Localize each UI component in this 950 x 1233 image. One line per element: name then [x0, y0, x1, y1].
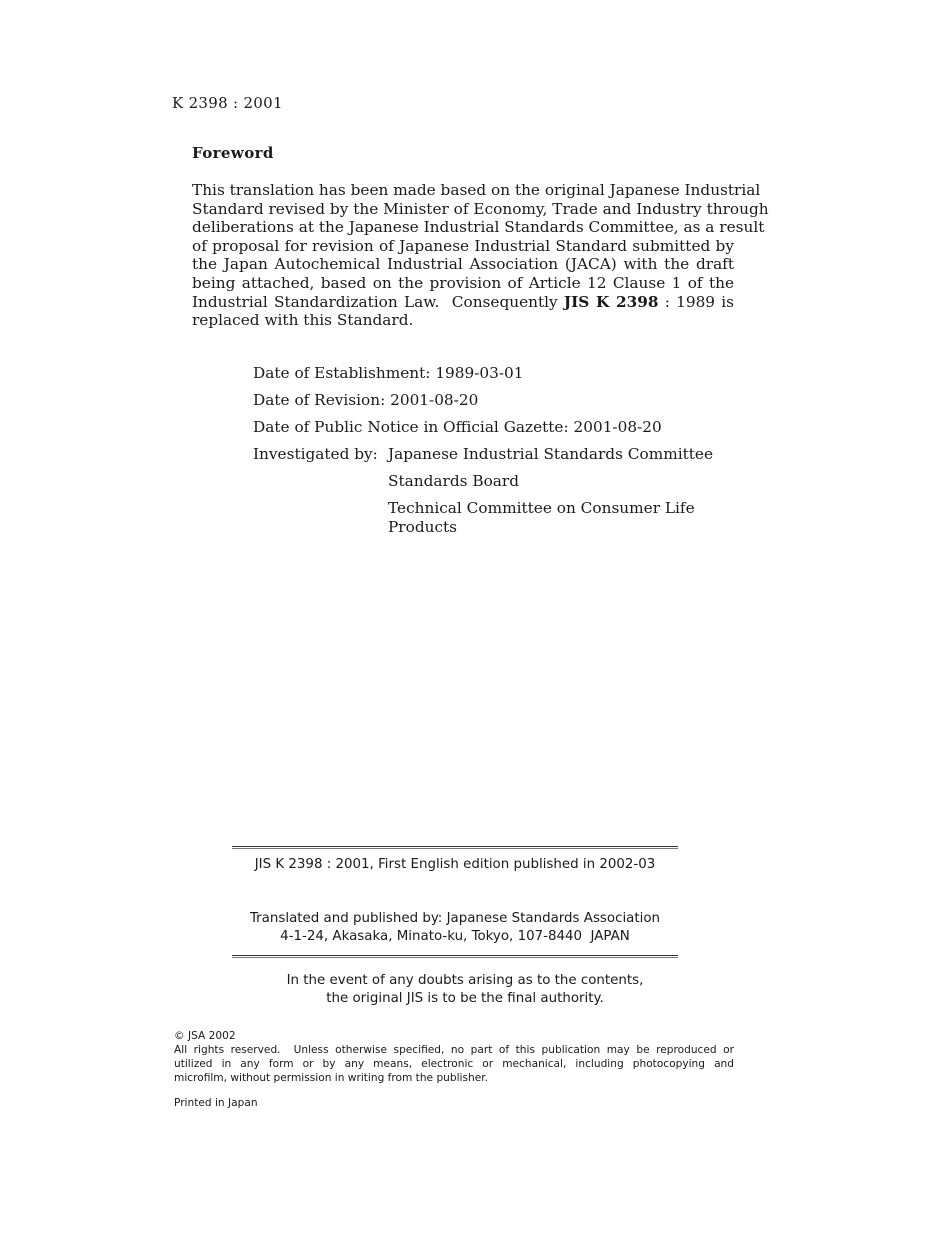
colophon-bottom-rule-inner	[232, 957, 678, 958]
publisher-name: Translated and published by: Japanese Standards Association	[249, 911, 661, 926]
authority-line: In the event of any doubts arising as to the contents,	[286, 973, 644, 988]
foreword-paragraph	[192, 181, 769, 330]
document-code: K 2398 : 2001	[172, 94, 283, 112]
dates-block	[253, 364, 713, 536]
foreword-text: : 1989 is	[658, 292, 734, 311]
publisher-block	[232, 910, 678, 946]
publisher-address: 4-1-24, Akasaka, Minato-ku, Tokyo, 107-8440 JAPAN	[280, 929, 630, 944]
colophon-bottom-rule	[232, 955, 678, 956]
colophon-top-rule	[232, 846, 678, 847]
investigated-technical-committee: Technical Committee on Consumer Life Products	[388, 499, 695, 536]
copyright-notice: © JSA 2002	[174, 1030, 236, 1042]
rights-line: microfilm, without permission in writing from the publisher.	[174, 1072, 488, 1084]
colophon-top-rule-inner	[232, 848, 678, 849]
investigated-committee: Japanese Industrial Standards Committee	[388, 445, 713, 463]
investigated-board: Standards Board	[388, 472, 520, 490]
rights-line: All rights reserved. Unless otherwise specified, no part of this publication may be reproduced or	[174, 1044, 734, 1056]
foreword-line-standard-ref	[192, 293, 734, 312]
authority-note	[232, 972, 698, 1008]
foreword-heading: Foreword	[192, 144, 274, 162]
foreword-line: This translation has been made based on the original Japanese Industrial	[192, 181, 761, 199]
foreword-text: Industrial Standardization Law. Consequently	[192, 292, 564, 311]
standard-reference: JIS K 2398	[563, 292, 659, 311]
rights-line: utilized in any form or by any means, electronic or mechanical, including photocopying and	[174, 1058, 734, 1070]
foreword-line: the Japan Autochemical Industrial Association (JACA) with the draft	[192, 255, 734, 274]
date-establishment: Date of Establishment: 1989-03-01	[253, 364, 524, 382]
foreword-line: of proposal for revision of Japanese Industrial Standard submitted by	[192, 236, 734, 255]
foreword-line: replaced with this Standard.	[192, 311, 414, 330]
foreword-line: deliberations at the Japanese Industrial Standards Committee, as a result	[192, 218, 765, 237]
investigated-by	[253, 445, 713, 536]
printed-in: Printed in Japan	[174, 1097, 258, 1109]
rights-notice	[174, 1043, 734, 1085]
edition-line: JIS K 2398 : 2001, First English edition published in 2002-03	[254, 857, 656, 872]
investigated-label: Investigated by:	[253, 445, 378, 463]
foreword-line: being attached, based on the provision of Article 12 Clause 1 of the	[192, 273, 734, 292]
date-public-notice: Date of Public Notice in Official Gazette: 2001-08-20	[253, 418, 662, 436]
foreword-line: Standard revised by the Minister of Economy, Trade and Industry through	[192, 199, 769, 218]
investigated-bodies	[388, 445, 713, 536]
date-revision: Date of Revision: 2001-08-20	[253, 391, 479, 409]
authority-line: the original JIS is to be the final authority.	[326, 991, 604, 1006]
